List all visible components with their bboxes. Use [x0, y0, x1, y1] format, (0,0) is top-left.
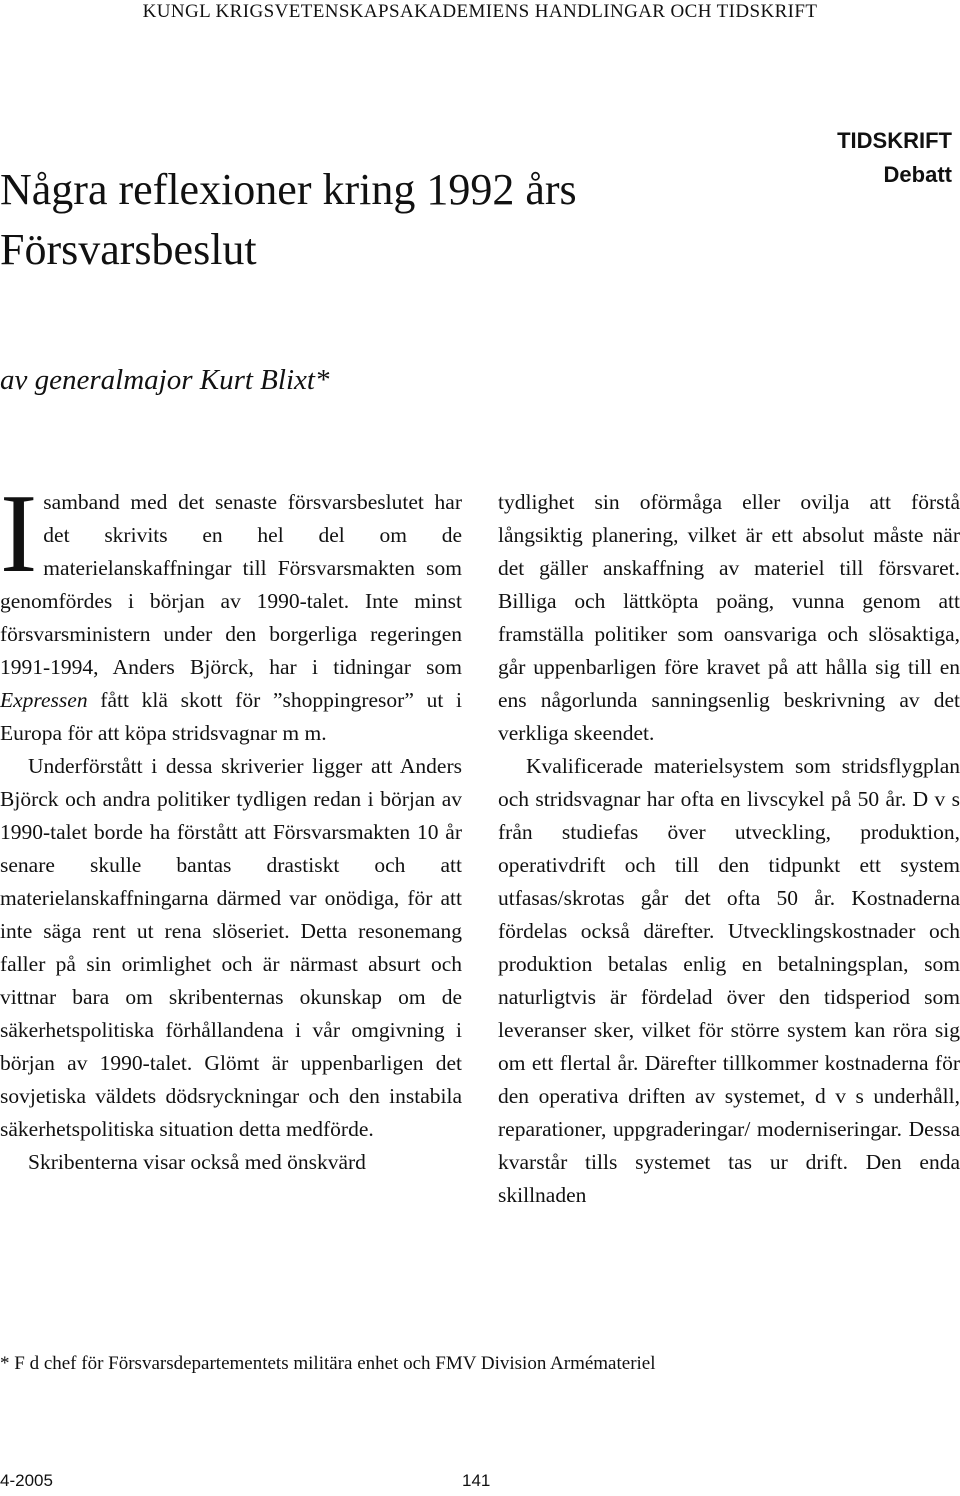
left-column	[0, 472, 462, 1179]
newspaper-name: Expressen	[0, 688, 88, 712]
article-title-line1: Några reflexioner kring 1992 års	[0, 165, 577, 214]
right-paragraph-1: tydlighet sin oförmåga eller ovilja att förstå långsiktig planering, vilket är ett absolut måste när det gäller anskaffning av materiel till försvaret. Billiga och lättköpta poäng, vunna genom att framställa politiker som oansvariga och slösaktiga, går uppenbarligen före kravet på att hålla sig till en ens någorlunda sanningsenlig beskrivning av det verkliga skeendet.	[498, 490, 960, 745]
journal-header: KUNGL KRIGSVETENSKAPSAKADEMIENS HANDLINGAR OCH TIDSKRIFT	[142, 1, 818, 22]
drop-cap: I	[0, 472, 38, 596]
left-paragraph-1-start: samband med det senaste försvarsbeslutet har det skrivits en hel del om de materielanskaffningar till Försvarsmakten som genomfördes i början av 1990-talet. Inte minst försvarsministern under den borgerliga regeringen 1991-1994, Anders Björck, har i tidningar som	[0, 490, 462, 679]
section-label-line1: TIDSKRIFT	[837, 128, 952, 153]
left-paragraph-1	[0, 472, 462, 750]
section-label	[837, 124, 952, 192]
left-paragraph-2: Underförstått i dessa skriverier ligger att Anders Björck och andra politiker tydligen redan i början av 1990-talet borde ha förstått att Försvarsmakten 10 år senare skulle bantas drastiskt och att materielanskaffningarna därmed var onödiga, för att inte säga rent ut rena slöseriet. Detta resonemang faller på sin orimlighet och är närmast absurt och vittnar bara om skribenternas okunskap om de säkerhetspolitiska förhållandena i vår omgivning i början av 1990-talet. Glömt är uppenbarligen det sovjetiska väldets dödsryckningar och den instabila säkerhetspolitiska situation detta medförde.	[0, 754, 462, 1141]
issue-number: 4-2005	[0, 1471, 53, 1490]
footnote: * F d chef för Försvarsdepartementets militära enhet och FMV Division Armémateriel	[0, 1353, 656, 1374]
right-column	[498, 486, 960, 1212]
section-label-line2: Debatt	[883, 162, 952, 187]
left-paragraph-1-end: fått klä skott för ”shoppingresor” ut i Europa för att köpa stridsvagnar m m.	[0, 688, 462, 745]
article-author: av generalmajor Kurt Blixt*	[0, 364, 330, 396]
right-paragraph-2: Kvalificerade materielsystem som stridsflygplan och stridsvagnar har ofta en livscykel på 50 år. D v s från studiefas över utveckling, produktion, operativdrift och till den tidpunkt ett system utfasas/skrotas går det ofta 50 år. Kostnaderna fördelas också därefter. Utvecklingskostnader och produktion betalas enlig en betalningsplan, som naturligtvis är fördelad över den tidsperiod som leveranser sker, vilket för större system kan röra sig om ett flertal år. Därefter tillkommer kostnaderna för den operativa driften av systemet, d v s underhåll, reparationer, uppgraderingar/ moderniseringar. Dessa kvarstår tills systemet tas ur drift. Den enda skillnaden	[498, 754, 960, 1207]
article-title-line2: Försvarsbeslut	[0, 225, 257, 274]
left-paragraph-3: Skribenterna visar också med önskvärd	[28, 1150, 366, 1174]
article-title	[0, 160, 700, 280]
page-number: 141	[462, 1471, 491, 1490]
